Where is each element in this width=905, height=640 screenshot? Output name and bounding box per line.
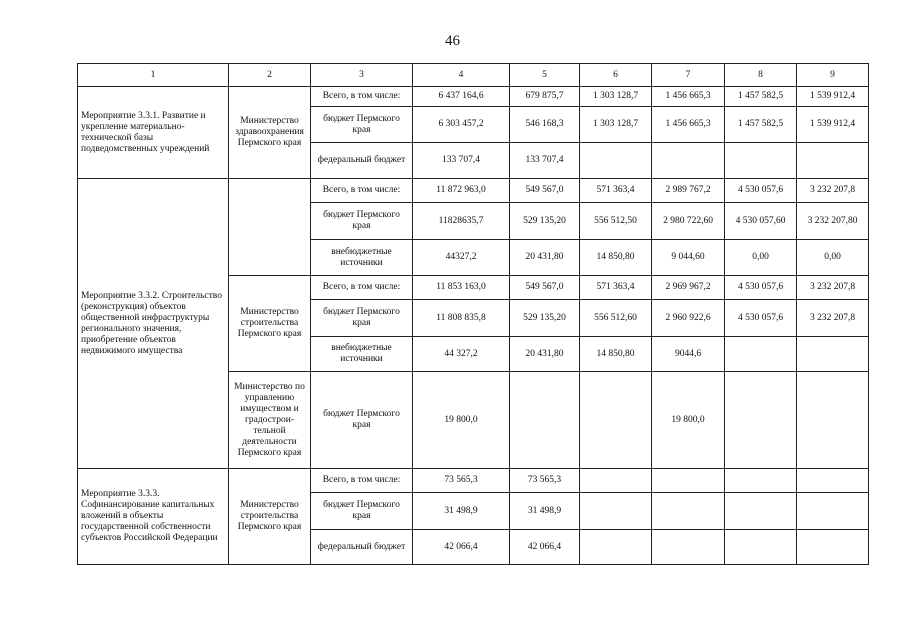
amount-cell	[652, 143, 725, 179]
amount-cell	[580, 372, 652, 469]
amount-cell: 3 232 207,8	[797, 276, 869, 300]
amount-cell: 11 808 835,8	[413, 300, 510, 337]
funding-source: бюджет Пермского края	[311, 107, 413, 143]
amount-cell	[725, 372, 797, 469]
amount-cell: 9 044,60	[652, 240, 725, 276]
amount-cell: 571 363,4	[580, 179, 652, 203]
amount-cell: 6 303 457,2	[413, 107, 510, 143]
budget-table	[77, 63, 869, 565]
amount-cell: 44327,2	[413, 240, 510, 276]
funding-source: федеральный бюджет	[311, 143, 413, 179]
amount-cell: 1 457 582,5	[725, 107, 797, 143]
amount-cell	[797, 530, 869, 565]
amount-cell: 546 168,3	[510, 107, 580, 143]
amount-cell: 1 457 582,5	[725, 87, 797, 107]
amount-cell: 2 989 767,2	[652, 179, 725, 203]
column-header: 9	[797, 64, 869, 87]
amount-cell: 2 980 722,60	[652, 203, 725, 240]
amount-cell: 14 850,80	[580, 240, 652, 276]
page-number: 46	[445, 33, 460, 49]
amount-cell: 549 567,0	[510, 276, 580, 300]
executor-name	[229, 179, 311, 276]
amount-cell	[725, 469, 797, 493]
amount-cell	[652, 469, 725, 493]
amount-cell: 556 512,50	[580, 203, 652, 240]
amount-cell	[580, 493, 652, 530]
amount-cell: 1 456 665,3	[652, 107, 725, 143]
table-row	[78, 469, 869, 493]
amount-cell: 2 960 922,6	[652, 300, 725, 337]
amount-cell: 1 303 128,7	[580, 87, 652, 107]
amount-cell: 1 539 912,4	[797, 87, 869, 107]
funding-source: федеральный бюджет	[311, 530, 413, 565]
column-header: 3	[311, 64, 413, 87]
amount-cell: 20 431,80	[510, 337, 580, 372]
amount-cell: 4 530 057,6	[725, 179, 797, 203]
executor-name: Министерство строительства Пермского края	[229, 276, 311, 372]
amount-cell	[580, 530, 652, 565]
table-row	[78, 179, 869, 203]
funding-source: внебюджетные источники	[311, 337, 413, 372]
funding-source: бюджет Пермского края	[311, 300, 413, 337]
column-header: 4	[413, 64, 510, 87]
amount-cell	[580, 469, 652, 493]
amount-cell: 11 872 963,0	[413, 179, 510, 203]
funding-source: Всего, в том числе:	[311, 87, 413, 107]
amount-cell: 529 135,20	[510, 300, 580, 337]
amount-cell: 42 066,4	[510, 530, 580, 565]
amount-cell	[652, 530, 725, 565]
activity-name: Мероприятие 3.3.1. Развитие и укрепление материально-технической базы подведомственных учреждений	[78, 87, 229, 179]
amount-cell: 31 498,9	[510, 493, 580, 530]
column-header: 5	[510, 64, 580, 87]
amount-cell: 19 800,0	[413, 372, 510, 469]
column-header: 2	[229, 64, 311, 87]
amount-cell: 4 530 057,60	[725, 203, 797, 240]
amount-cell: 3 232 207,8	[797, 300, 869, 337]
amount-cell: 73 565,3	[510, 469, 580, 493]
executor-name: Министерство по управлению имуществом и градострои-тельной деятельности Пермского края	[229, 372, 311, 469]
column-header: 6	[580, 64, 652, 87]
funding-source: Всего, в том числе:	[311, 276, 413, 300]
amount-cell: 0,00	[797, 240, 869, 276]
amount-cell	[797, 143, 869, 179]
funding-source: Всего, в том числе:	[311, 179, 413, 203]
amount-cell	[652, 493, 725, 530]
amount-cell: 549 567,0	[510, 179, 580, 203]
header-row	[78, 64, 869, 87]
amount-cell	[725, 337, 797, 372]
activity-name: Мероприятие 3.3.2. Строительство (реконструкция) объектов общественной инфраструктуры регионального значения, приобретение объектов недвижимого имущества	[78, 179, 229, 469]
amount-cell: 3 232 207,80	[797, 203, 869, 240]
amount-cell: 6 437 164,6	[413, 87, 510, 107]
amount-cell: 529 135,20	[510, 203, 580, 240]
amount-cell: 20 431,80	[510, 240, 580, 276]
amount-cell: 11828635,7	[413, 203, 510, 240]
amount-cell: 133 707,4	[510, 143, 580, 179]
amount-cell	[510, 372, 580, 469]
amount-cell: 1 539 912,4	[797, 107, 869, 143]
amount-cell: 3 232 207,8	[797, 179, 869, 203]
amount-cell: 14 850,80	[580, 337, 652, 372]
executor-name: Министерство здравоохранения Пермского края	[229, 87, 311, 179]
amount-cell: 2 969 967,2	[652, 276, 725, 300]
amount-cell: 679 875,7	[510, 87, 580, 107]
amount-cell: 31 498,9	[413, 493, 510, 530]
amount-cell: 0,00	[725, 240, 797, 276]
column-header: 1	[78, 64, 229, 87]
funding-source: бюджет Пермского края	[311, 203, 413, 240]
amount-cell	[797, 372, 869, 469]
activity-name: Мероприятие 3.3.3. Софинансирование капитальных вложений в объекты государственной собственности субъектов Российской Федерации	[78, 469, 229, 565]
executor-name: Министерство строительства Пермского края	[229, 469, 311, 565]
amount-cell	[797, 469, 869, 493]
amount-cell: 44 327,2	[413, 337, 510, 372]
amount-cell: 4 530 057,6	[725, 300, 797, 337]
amount-cell: 4 530 057,6	[725, 276, 797, 300]
funding-source: Всего, в том числе:	[311, 469, 413, 493]
funding-source: бюджет Пермского края	[311, 493, 413, 530]
amount-cell: 571 363,4	[580, 276, 652, 300]
amount-cell: 9044,6	[652, 337, 725, 372]
amount-cell: 42 066,4	[413, 530, 510, 565]
amount-cell	[725, 530, 797, 565]
amount-cell: 19 800,0	[652, 372, 725, 469]
funding-source: внебюджетные источники	[311, 240, 413, 276]
amount-cell: 11 853 163,0	[413, 276, 510, 300]
column-header: 8	[725, 64, 797, 87]
amount-cell	[725, 143, 797, 179]
amount-cell	[797, 337, 869, 372]
amount-cell: 1 456 665,3	[652, 87, 725, 107]
funding-source: бюджет Пермского края	[311, 372, 413, 469]
amount-cell	[725, 493, 797, 530]
amount-cell	[580, 143, 652, 179]
table-row	[78, 87, 869, 107]
table-body	[78, 87, 869, 565]
amount-cell: 1 303 128,7	[580, 107, 652, 143]
column-header: 7	[652, 64, 725, 87]
amount-cell	[797, 493, 869, 530]
amount-cell: 556 512,60	[580, 300, 652, 337]
amount-cell: 133 707,4	[413, 143, 510, 179]
amount-cell: 73 565,3	[413, 469, 510, 493]
